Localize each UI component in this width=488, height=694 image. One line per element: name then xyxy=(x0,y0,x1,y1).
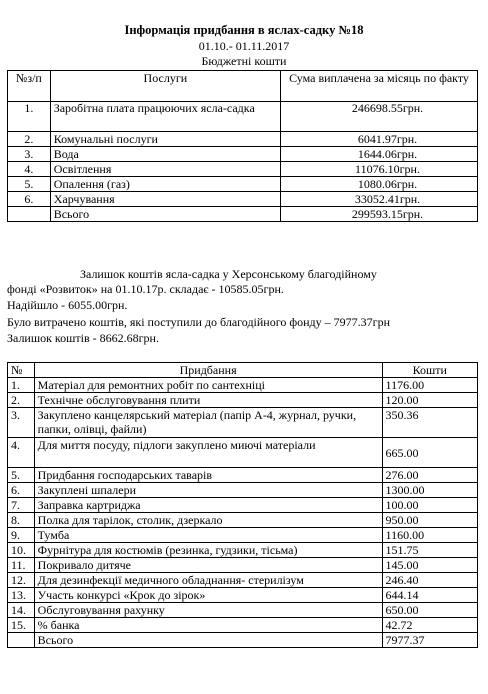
row-number: 2. xyxy=(8,393,35,408)
row-amount: 644.14 xyxy=(382,588,477,603)
table-row xyxy=(8,438,478,468)
row-number: 9. xyxy=(8,528,35,543)
row-item: Фурнітура для костюмів (резинка, гудзики, тісьма) xyxy=(34,543,382,558)
row-amount: 246.40 xyxy=(382,573,477,588)
row-item: Технічне обслуговування плити xyxy=(34,393,382,408)
row-number xyxy=(8,207,51,222)
row-number: 6. xyxy=(8,192,51,207)
spent-line: Було витрачено коштів, які поступили до благодійного фонду – 7977.37грн xyxy=(7,315,390,329)
row-amount: 1644.06грн. xyxy=(281,147,478,162)
table-row xyxy=(8,468,478,483)
row-item: Придбання господарських таварів xyxy=(34,468,382,483)
row-amount: 33052.41грн. xyxy=(281,192,478,207)
row-number: 2. xyxy=(8,132,51,147)
table-row xyxy=(8,498,478,513)
table-row xyxy=(8,147,478,162)
row-amount: 151.75 xyxy=(382,543,477,558)
row-item: Тумба xyxy=(34,528,382,543)
row-amount: 1080.06грн. xyxy=(281,177,478,192)
row-amount: 350.36 xyxy=(382,408,477,438)
table-total-row xyxy=(8,207,478,222)
row-amount: 120.00 xyxy=(382,393,477,408)
table-row xyxy=(8,483,478,498)
remaining-line: Залишок коштів - 8662.68грн. xyxy=(7,331,159,345)
budget-label: Бюджетні кошти xyxy=(201,54,287,68)
table-row xyxy=(8,573,478,588)
row-service: Заробітна плата працюючих ясла-садка xyxy=(50,102,280,132)
header-number: № xyxy=(8,363,35,378)
header-number: №з/п xyxy=(8,71,51,102)
row-amount: 7977.37 xyxy=(382,633,477,648)
row-amount: 650.00 xyxy=(382,603,477,618)
table-header-row xyxy=(8,363,478,378)
row-amount: 42.72 xyxy=(382,618,477,633)
table-row xyxy=(8,408,478,438)
row-number: 5. xyxy=(8,177,51,192)
row-amount: 1176.00 xyxy=(382,378,477,393)
table-row xyxy=(8,393,478,408)
row-number xyxy=(8,633,35,648)
period-dates: 01.10.- 01.11.2017 xyxy=(198,39,290,53)
table-row xyxy=(8,588,478,603)
table-row xyxy=(8,177,478,192)
row-amount: 145.00 xyxy=(382,558,477,573)
row-number: 1. xyxy=(8,102,51,132)
row-number: 10. xyxy=(8,543,35,558)
table-row xyxy=(8,513,478,528)
row-amount: 6041.97грн. xyxy=(281,132,478,147)
row-amount: 276.00 xyxy=(382,468,477,483)
row-item: Обслуговування рахунку xyxy=(34,603,382,618)
services-table xyxy=(7,70,478,222)
row-number: 4. xyxy=(8,438,35,468)
row-amount: 11076.10грн. xyxy=(281,162,478,177)
row-item: Для дезинфекції медичного обладнання- стерилізум xyxy=(34,573,382,588)
row-number: 6. xyxy=(8,483,35,498)
row-amount: 1160.00 xyxy=(382,528,477,543)
table-row xyxy=(8,378,478,393)
row-number: 3. xyxy=(8,147,51,162)
row-amount: 100.00 xyxy=(382,498,477,513)
row-item: Закуплені шпалери xyxy=(34,483,382,498)
row-amount: 665.00 xyxy=(382,438,477,468)
row-item: Матеріал для ремонтних робіт по сантехніці xyxy=(34,378,382,393)
table-row xyxy=(8,603,478,618)
table-row xyxy=(8,132,478,147)
received-line: Надійшло - 6055.00грн. xyxy=(7,298,128,312)
row-amount: 1300.00 xyxy=(382,483,477,498)
row-number: 5. xyxy=(8,468,35,483)
table-row xyxy=(8,102,478,132)
balance-paragraph-line-1: Залишок коштів ясла-садка у Херсонському благодійному xyxy=(80,267,377,281)
row-service: Комунальні послуги xyxy=(50,132,280,147)
table-header-row xyxy=(8,71,478,102)
row-amount: 950.00 xyxy=(382,513,477,528)
row-item: % банка xyxy=(34,618,382,633)
table-row xyxy=(8,543,478,558)
table-row xyxy=(8,192,478,207)
row-service: Харчування xyxy=(50,192,280,207)
row-item: Для миття посуду, підлоги закуплено миючі матеріали xyxy=(34,438,382,468)
row-number: 3. xyxy=(8,408,35,438)
row-item: Закуплено канцелярський матеріал (папір А-4, журнал, ручки, папки, олівці, файли) xyxy=(34,408,382,438)
row-item: Полка для тарілок, столик, дзеркало xyxy=(34,513,382,528)
row-number: 15. xyxy=(8,618,35,633)
header-amount: Сума виплачена за місяць по факту xyxy=(281,71,478,102)
row-number: 1. xyxy=(8,378,35,393)
row-amount: 299593.15грн. xyxy=(281,207,478,222)
row-item: Всього xyxy=(34,633,382,648)
table-row xyxy=(8,618,478,633)
balance-paragraph-line-2: фонді «Розвиток» на 01.10.17р. складає - 10585.05грн. xyxy=(7,282,284,296)
header-services: Послуги xyxy=(50,71,280,102)
purchases-table xyxy=(7,362,478,648)
row-number: 4. xyxy=(8,162,51,177)
document-title: Інформація придбання в яслах-садку №18 xyxy=(124,23,364,37)
header-purchase: Придбання xyxy=(34,363,382,378)
row-service: Опалення (газ) xyxy=(50,177,280,192)
row-item: Участь конкурсі «Крок до зірок» xyxy=(34,588,382,603)
row-service: Всього xyxy=(50,207,280,222)
row-item: Покривало дитяче xyxy=(34,558,382,573)
row-service: Освітлення xyxy=(50,162,280,177)
row-number: 14. xyxy=(8,603,35,618)
row-number: 12. xyxy=(8,573,35,588)
row-number: 7. xyxy=(8,498,35,513)
row-service: Вода xyxy=(50,147,280,162)
table-row xyxy=(8,558,478,573)
table-total-row xyxy=(8,633,478,648)
row-item: Заправка картриджа xyxy=(34,498,382,513)
row-amount: 246698.55грн. xyxy=(281,102,478,132)
row-number: 11. xyxy=(8,558,35,573)
table-row xyxy=(8,162,478,177)
table-row xyxy=(8,528,478,543)
header-funds: Кошти xyxy=(382,363,477,378)
row-number: 8. xyxy=(8,513,35,528)
row-number: 13. xyxy=(8,588,35,603)
